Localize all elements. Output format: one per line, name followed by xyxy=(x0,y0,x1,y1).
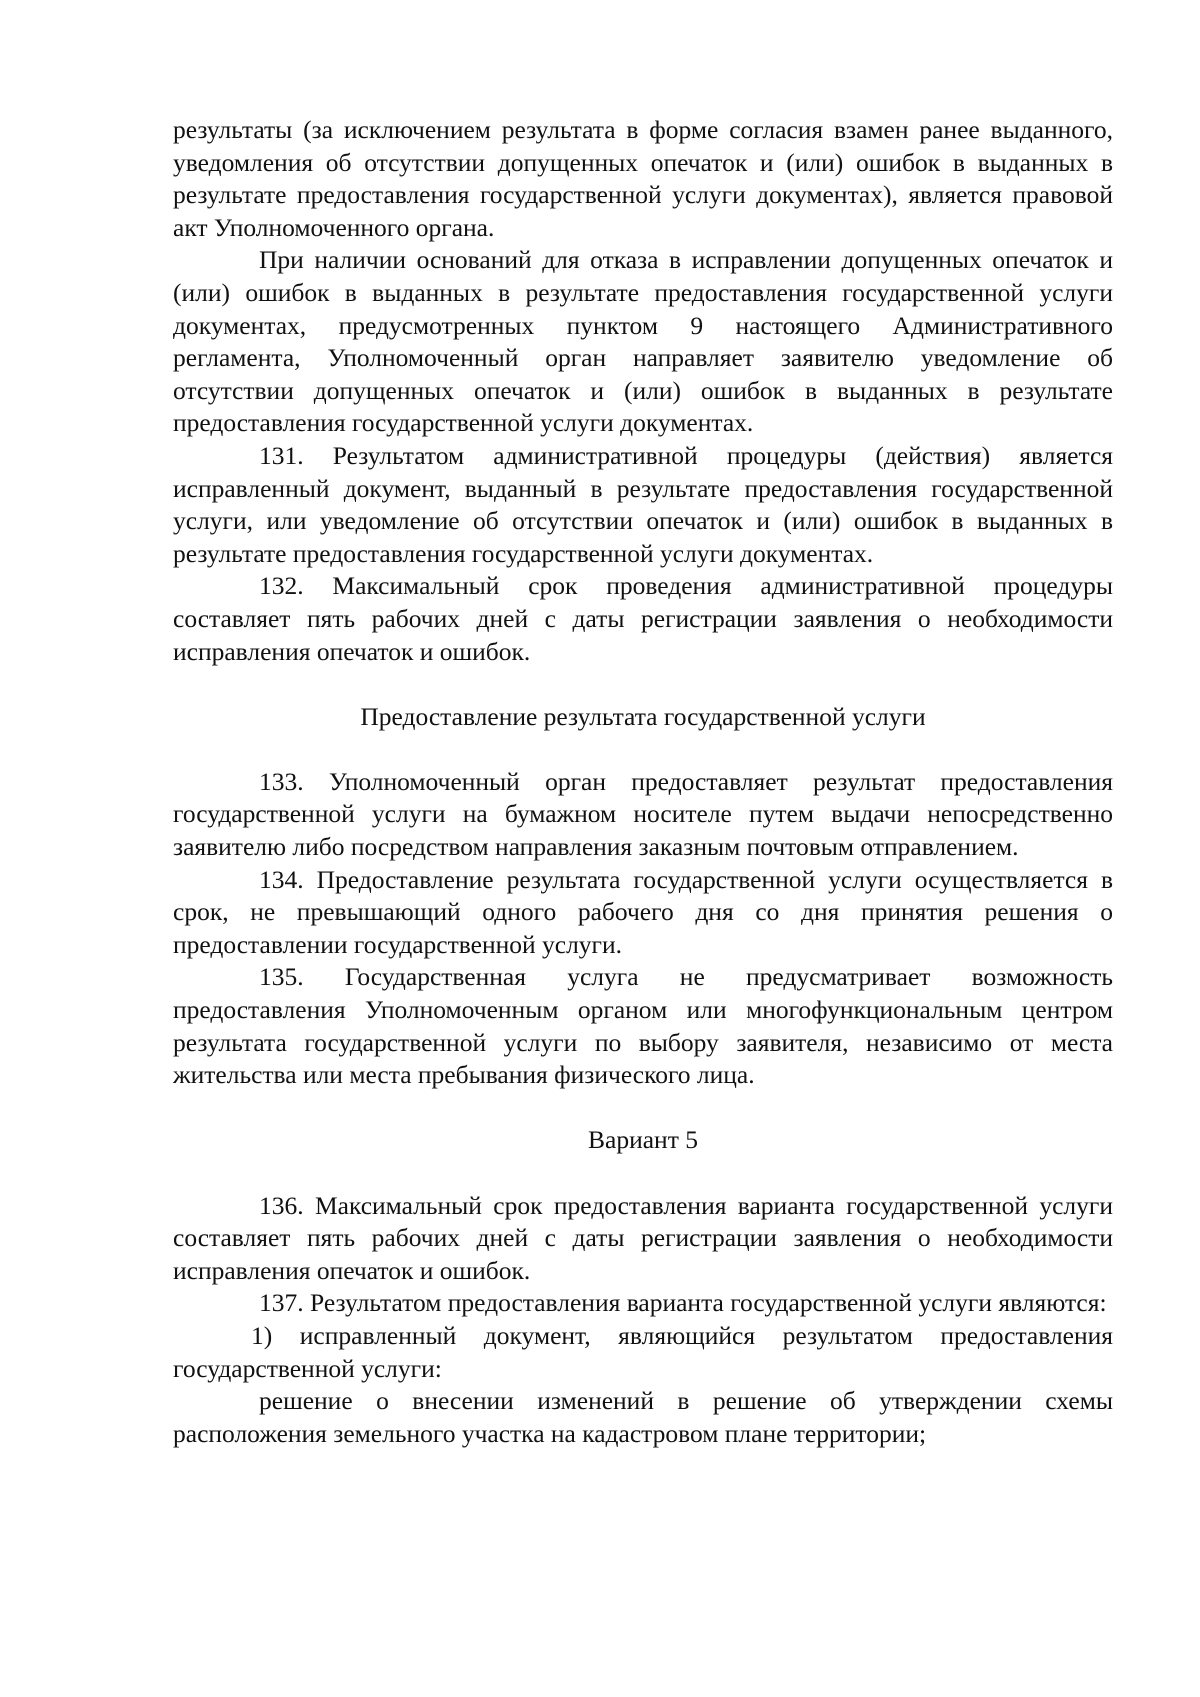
paragraph-133: 133. Уполномоченный орган предоставляет результат предоставления государственной услуги на бумажном носителе путем выдачи непосредственно заявителю либо посредством направления заказным почтовым отправлением. xyxy=(173,766,1113,862)
paragraph-continuation: результаты (за исключением результата в форме согласия взамен ранее выданного, уведомления об отсутствии допущенных опечаток и (или) ошибок в выданных в результате предоставления государственной услуги документах), является правовой акт Уполномоченного органа. xyxy=(173,115,1113,242)
paragraph-136: 136. Максимальный срок предоставления варианта государственной услуги составляет пять рабочих дней с даты регистрации заявления о необходимости исправления опечаток и ошибок. xyxy=(173,1190,1113,1285)
paragraph-decision: решение о внесении изменений в решение об утверждении схемы расположения земельного участка на кадастровом плане территории; xyxy=(173,1386,1113,1448)
paragraph-131: 131. Результатом административной процедуры (действия) является исправленный документ, выданный в результате предоставления государственной услуги, или уведомление об отсутствии опечаток и (или) ошибок в выданных в результате предоставления государственной услуги документах. xyxy=(173,440,1113,568)
paragraph-refusal-notice: При наличии оснований для отказа в исправлении допущенных опечаток и (или) ошибок в выданных в результате предоставления государственной услуги документах, предусмотренных пунктом 9 настоящего Административного регламента, Уполномоченный орган направляет заявителю уведомление об отсутствии допущенных опечаток и (или) ошибок в выданных в результате предоставления государственной услуги документах. xyxy=(173,245,1113,438)
paragraph-134: 134. Предоставление результата государственной услуги осуществляется в срок, не превышающий одного рабочего дня со дня принятия решения о предоставлении государственной услуги. xyxy=(173,864,1113,959)
paragraph-135: 135. Государственная услуга не предусматривает возможность предоставления Уполномоченным органом или многофункциональным центром результата государственной услуги по выбору заявителя, независимо от места жительства или места пребывания физического лица. xyxy=(173,962,1113,1090)
list-item-137-1: 1) исправленный документ, являющийся результатом предоставления государственной услуги: xyxy=(173,1320,1113,1383)
section-heading-variant: Вариант 5 xyxy=(588,1125,698,1155)
paragraph-132: 132. Максимальный срок проведения административной процедуры составляет пять рабочих дней с даты регистрации заявления о необходимости исправления опечаток и ошибок. xyxy=(173,571,1113,666)
document-body xyxy=(173,114,1113,1450)
section-heading-result: Предоставление результата государственной услуги xyxy=(360,701,926,731)
paragraph-137: 137. Результатом предоставления варианта государственной услуги являются: xyxy=(259,1288,1107,1318)
